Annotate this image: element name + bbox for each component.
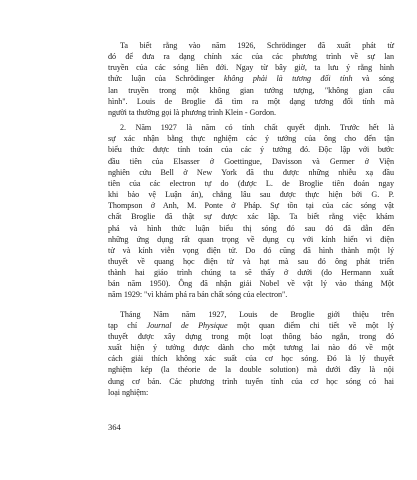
text-line: dung cơ bản. Các phương trình tuyến tính của cơ học sóng có hai <box>108 376 394 386</box>
italic-phrase: Journal de Physique <box>146 320 228 330</box>
text-line: tiên của các electron tự do (được L. de Broglie tiên đoán ngay <box>108 178 394 188</box>
book-page <box>108 40 394 402</box>
text-line: Thompson ở Anh, M. Ponte ở Pháp. Sự tồn tại của các sóng vật <box>108 201 394 211</box>
text-line: 2. Năm 1927 là năm có tính chất quyết định. Trước hết là <box>120 123 394 133</box>
text-line: năm 1929: "vì khám phá ra bản chất sóng của electron". <box>108 290 288 300</box>
paragraph-2 <box>108 122 394 301</box>
text-line: bản năm 1950). Ông đã nhận giải Nobel về vật lý vào tháng Một <box>108 279 394 289</box>
text-line: loại nghiệm: <box>108 387 149 397</box>
text-line: thuyết về quang học điện tử và hạt mà sau đó ông phát triển <box>108 256 394 266</box>
page-number: 364 <box>108 422 121 432</box>
text-line: tử và kính viễn vọng điện tử. Do đó cũng đã hình thành một lý <box>108 245 394 255</box>
text-line: phá và hình thức luận biểu thị sóng đó sau đó đã dẫn đến <box>108 223 394 233</box>
text-line: thức luận của Schrödinger không phải là tương đối tính và sóng <box>108 74 394 84</box>
italic-phrase: không phải là tương đối tính <box>223 74 353 84</box>
paragraph-3 <box>108 309 394 398</box>
text-line: nghiệm kép (la théorie de la double solution) mà dưới đây là nội <box>108 365 394 375</box>
text-line: thuyết được xây dựng trong một loạt thông báo ngắn, trong đó <box>108 331 394 341</box>
text-line: Tháng Năm năm 1927, Louis de Broglie giới thiệu trên <box>120 309 394 319</box>
text-line: khi bảo vệ Luận án), chẳng lâu sau được thực hiện bởi G. P. <box>108 190 394 200</box>
text-line: biểu thức được tính toán của các ý tưởng đó. Độc lập với bước <box>108 145 394 155</box>
text-line: xuất hiện ý tưởng được dành cho một tương lai nào đó về một <box>108 343 394 353</box>
text-line: sự xác nhận bằng thực nghiệm các ý tưởng của ông cho đến tận <box>108 134 394 144</box>
text-line: đó để đưa ra dạng chính xác của các phương trình về sự lan <box>108 52 394 62</box>
text-line: thành hai giáo trình chúng ta sẽ thấy ở dưới (do Hermann xuất <box>108 268 394 278</box>
text-line: người ta thường gọi là phương trình Klein - Gordon. <box>108 107 276 117</box>
text-line: tạp chí Journal de Physique một quan điểm chi tiết về một lý <box>108 320 395 330</box>
text-line: cách giải thích không xác suất của cơ học sóng. Đó là lý thuyết <box>108 354 394 364</box>
text-line: truyền của các sóng liên đới. Ngay từ bây giờ, ta lưu ý rằng hình <box>108 63 394 73</box>
text-line: chất Broglie đã thật sự được xác lập. Ta biết rằng việc khám <box>108 212 394 222</box>
text-line: lan truyền trong một không gian tưởng tượng, "không gian cấu <box>108 85 394 95</box>
text-line: hình". Louis de Broglie đã tìm ra một dạng tương đối tính mà <box>108 96 394 106</box>
text-line: những ứng dụng rất quan trọng về dụng cụ với kính hiển vi điện <box>108 234 394 244</box>
text-line: Ta biết rằng vào năm 1926, Schrödinger đã xuất phát từ <box>120 41 394 50</box>
text-line: đầu tiên của Elsasser ở Goettingue, Davisson và Germer ở Viện <box>108 156 394 166</box>
paragraph-1 <box>108 40 394 118</box>
text-line: nghiên cứu Bell ở New York đã thu được những nhiễu xạ đầu <box>108 167 394 177</box>
